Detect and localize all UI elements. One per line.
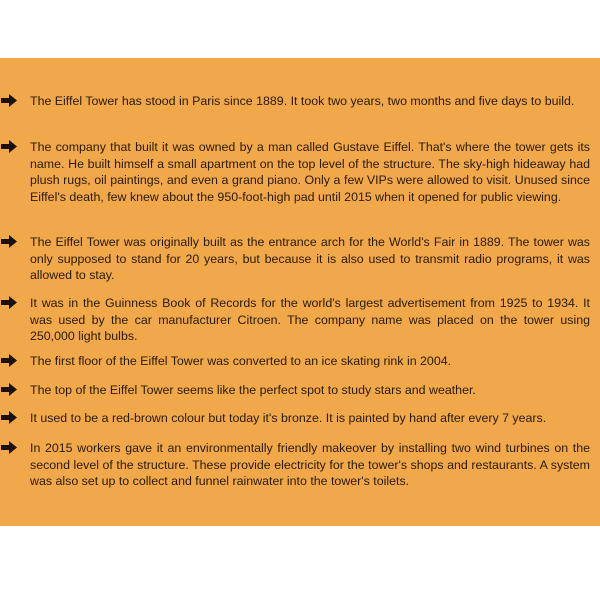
fact-text: It used to be a red-brown colour but today it's bronze. It is painted by hand after every 7 years.: [30, 411, 547, 425]
fact-text: The company that built it was owned by a man called Gustave Eiffel. That's where the tower gets its name. He built himself a small apartment on the top level of the structure. The sky-high hideaway had plush rugs, oil paintings, and even a grand piano. Only a few VIPs were allowed to visit. Unused since Eiffel's death, few knew about the 950-foot-high pad until 2015 when it opened for public viewing.: [30, 140, 590, 204]
arrow-right-icon: [1, 94, 17, 107]
fact-text: The top of the Eiffel Tower seems like the perfect spot to study stars and weather.: [30, 383, 476, 397]
fact-text: The first floor of the Eiffel Tower was converted to an ice skating rink in 2004.: [30, 354, 452, 368]
fact-text: It was in the Guinness Book of Records for the world's largest advertisement from 1925 to 1934. It was used by the car manufacturer Citroen. The company name was placed on the tower using 250,000 light bulbs.: [30, 296, 590, 343]
arrow-right-icon: [1, 441, 17, 454]
arrow-right-icon: [1, 296, 17, 309]
arrow-right-icon: [1, 140, 17, 153]
fact-text: The Eiffel Tower was originally built as the entrance arch for the World's Fair in 1889. The tower was only supposed to stand for 20 years, but because it is also used to transmit radio programs, it was allowed to stay.: [30, 235, 590, 282]
arrow-right-icon: [1, 383, 17, 396]
arrow-right-icon: [1, 411, 17, 424]
arrow-right-icon: [1, 354, 17, 367]
fact-text: In 2015 workers gave it an environmentally friendly makeover by installing two wind turbines on the second level of the structure. These provide electricity for the tower's shops and restaurants. A system was also set up to collect and funnel rainwater into the tower's toilets.: [30, 441, 590, 488]
facts-card: [0, 58, 600, 526]
arrow-right-icon: [1, 235, 17, 248]
fact-text: The Eiffel Tower has stood in Paris since 1889. It took two years, two months and five days to build.: [30, 94, 575, 108]
